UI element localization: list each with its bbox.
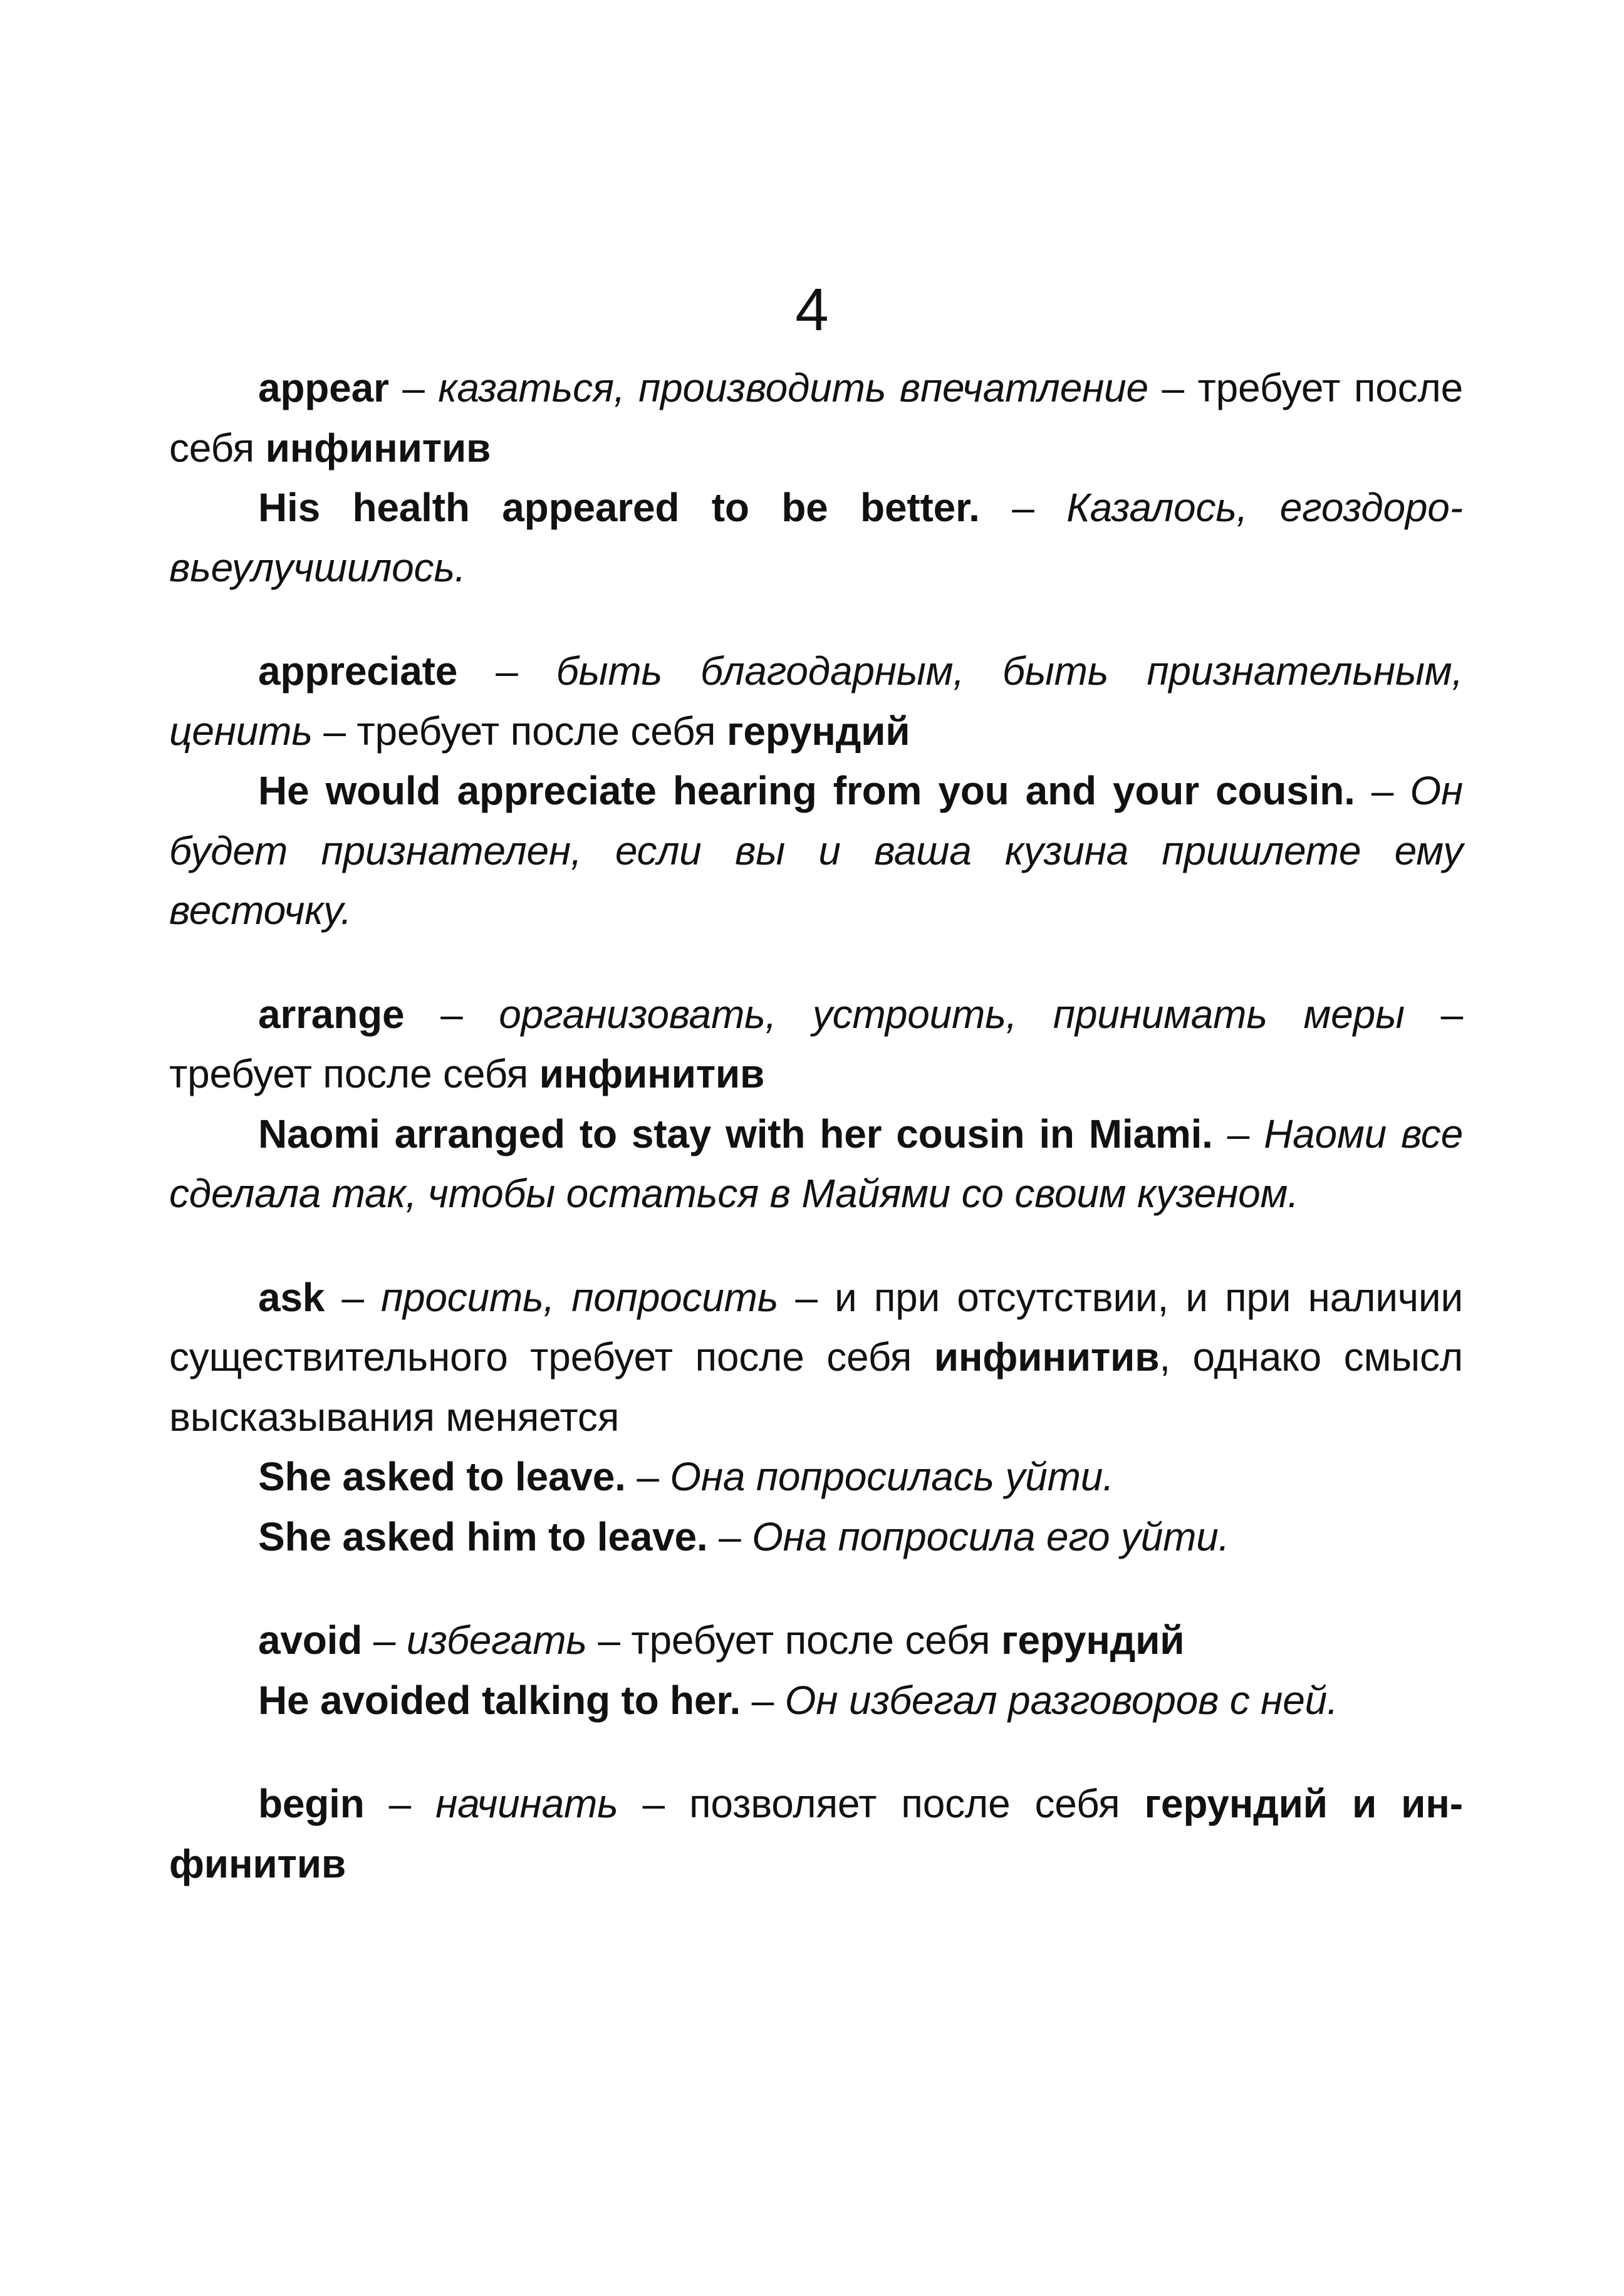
example: [169, 1447, 1463, 1507]
translation: начинать: [435, 1781, 618, 1826]
separator: –: [388, 365, 439, 410]
example-english: He would appreciate hearing from you and your cousin.: [258, 768, 1355, 813]
example-russian: Она попросилась уйти.: [670, 1454, 1114, 1499]
separator: –: [325, 1274, 381, 1320]
separator: –: [1355, 768, 1410, 813]
separator: –: [312, 708, 357, 754]
rule-term: герундий и инфинитив: [169, 1781, 1464, 1886]
rule-text: требует после себя: [169, 365, 1464, 470]
entry-ask: [169, 1268, 1463, 1567]
rule-term: инфинитив: [934, 1334, 1160, 1379]
separator: –: [586, 1618, 632, 1663]
entry-avoid: [169, 1611, 1463, 1730]
rule-text: требует после себя: [169, 1051, 539, 1096]
rule-tail: , однако смысл высказывания меняется: [169, 1334, 1463, 1440]
rule-term: инфинитив: [265, 425, 491, 470]
example-russian: Она попросила его уйти.: [752, 1514, 1230, 1559]
translation: просить, попросить: [380, 1274, 779, 1320]
entry-arrange: [169, 985, 1463, 1224]
rule-text: требует после себя: [631, 1618, 1001, 1663]
example-russian: Казалось, егоздоровьеулучшилось.: [169, 485, 1463, 590]
example-russian: Он избегал разговоров с ней.: [784, 1677, 1338, 1723]
separator: –: [1212, 1111, 1264, 1156]
translation: быть благодарным, быть признательным, ценить: [169, 648, 1463, 754]
definition: [169, 1774, 1463, 1894]
entry-appreciate: [169, 642, 1463, 941]
entry-appear: [169, 358, 1463, 598]
definition: [169, 642, 1463, 761]
translation: организовать, устроить, принимать меры: [499, 991, 1405, 1037]
separator: –: [618, 1781, 689, 1826]
definition: [169, 358, 1463, 478]
headword: arrange: [258, 991, 405, 1037]
example-russian: Наоми все сделала так, чтобы остаться в Майями со своим кузеном.: [169, 1111, 1464, 1216]
separator: –: [625, 1454, 670, 1499]
rule-term: герундий: [1001, 1618, 1185, 1663]
headword: appear: [258, 365, 389, 410]
separator: –: [778, 1274, 835, 1320]
example-russian: Он будет признателен, если вы и ваша кузина пришлете ему весточку.: [169, 768, 1463, 933]
translation: казаться, производить впечатление: [438, 365, 1148, 410]
example-english: His health appeared to be better.: [258, 485, 980, 530]
example: [169, 1671, 1463, 1731]
separator: –: [707, 1514, 752, 1559]
example: [169, 1104, 1463, 1224]
separator: –: [364, 1781, 436, 1826]
rule-text: и при отсутствии, и при наличии существительного требует после себя: [169, 1274, 1464, 1379]
separator: –: [404, 991, 499, 1037]
headword: ask: [258, 1274, 325, 1320]
separator: –: [979, 485, 1067, 530]
headword: avoid: [258, 1618, 363, 1663]
entry-begin: [169, 1774, 1463, 1894]
separator: –: [362, 1618, 407, 1663]
headword: appreciate: [258, 648, 458, 693]
rule-text: позволяет после себя: [689, 1781, 1145, 1826]
rule-term: инфинитив: [539, 1051, 765, 1096]
example: [169, 761, 1463, 941]
rule-term: герундий: [726, 708, 910, 754]
separator: –: [1148, 365, 1198, 410]
example-english: She asked him to leave.: [258, 1514, 708, 1559]
definition: [169, 1268, 1463, 1448]
separator: –: [741, 1677, 785, 1723]
translation: избегать: [406, 1618, 587, 1663]
example-english: Naomi arranged to stay with her cousin in Miami.: [258, 1111, 1213, 1156]
definition: [169, 985, 1463, 1104]
example: [169, 1507, 1463, 1567]
page-number: 4: [795, 276, 829, 343]
example: [169, 478, 1463, 598]
headword: begin: [258, 1781, 365, 1826]
example-english: She asked to leave.: [258, 1454, 626, 1499]
rule-text: требует после себя: [357, 708, 727, 754]
example-english: He avoided talking to her.: [258, 1677, 741, 1723]
definition: [169, 1611, 1463, 1671]
document-body: [169, 358, 1463, 1894]
separator: –: [457, 648, 556, 693]
separator: –: [1404, 991, 1463, 1037]
